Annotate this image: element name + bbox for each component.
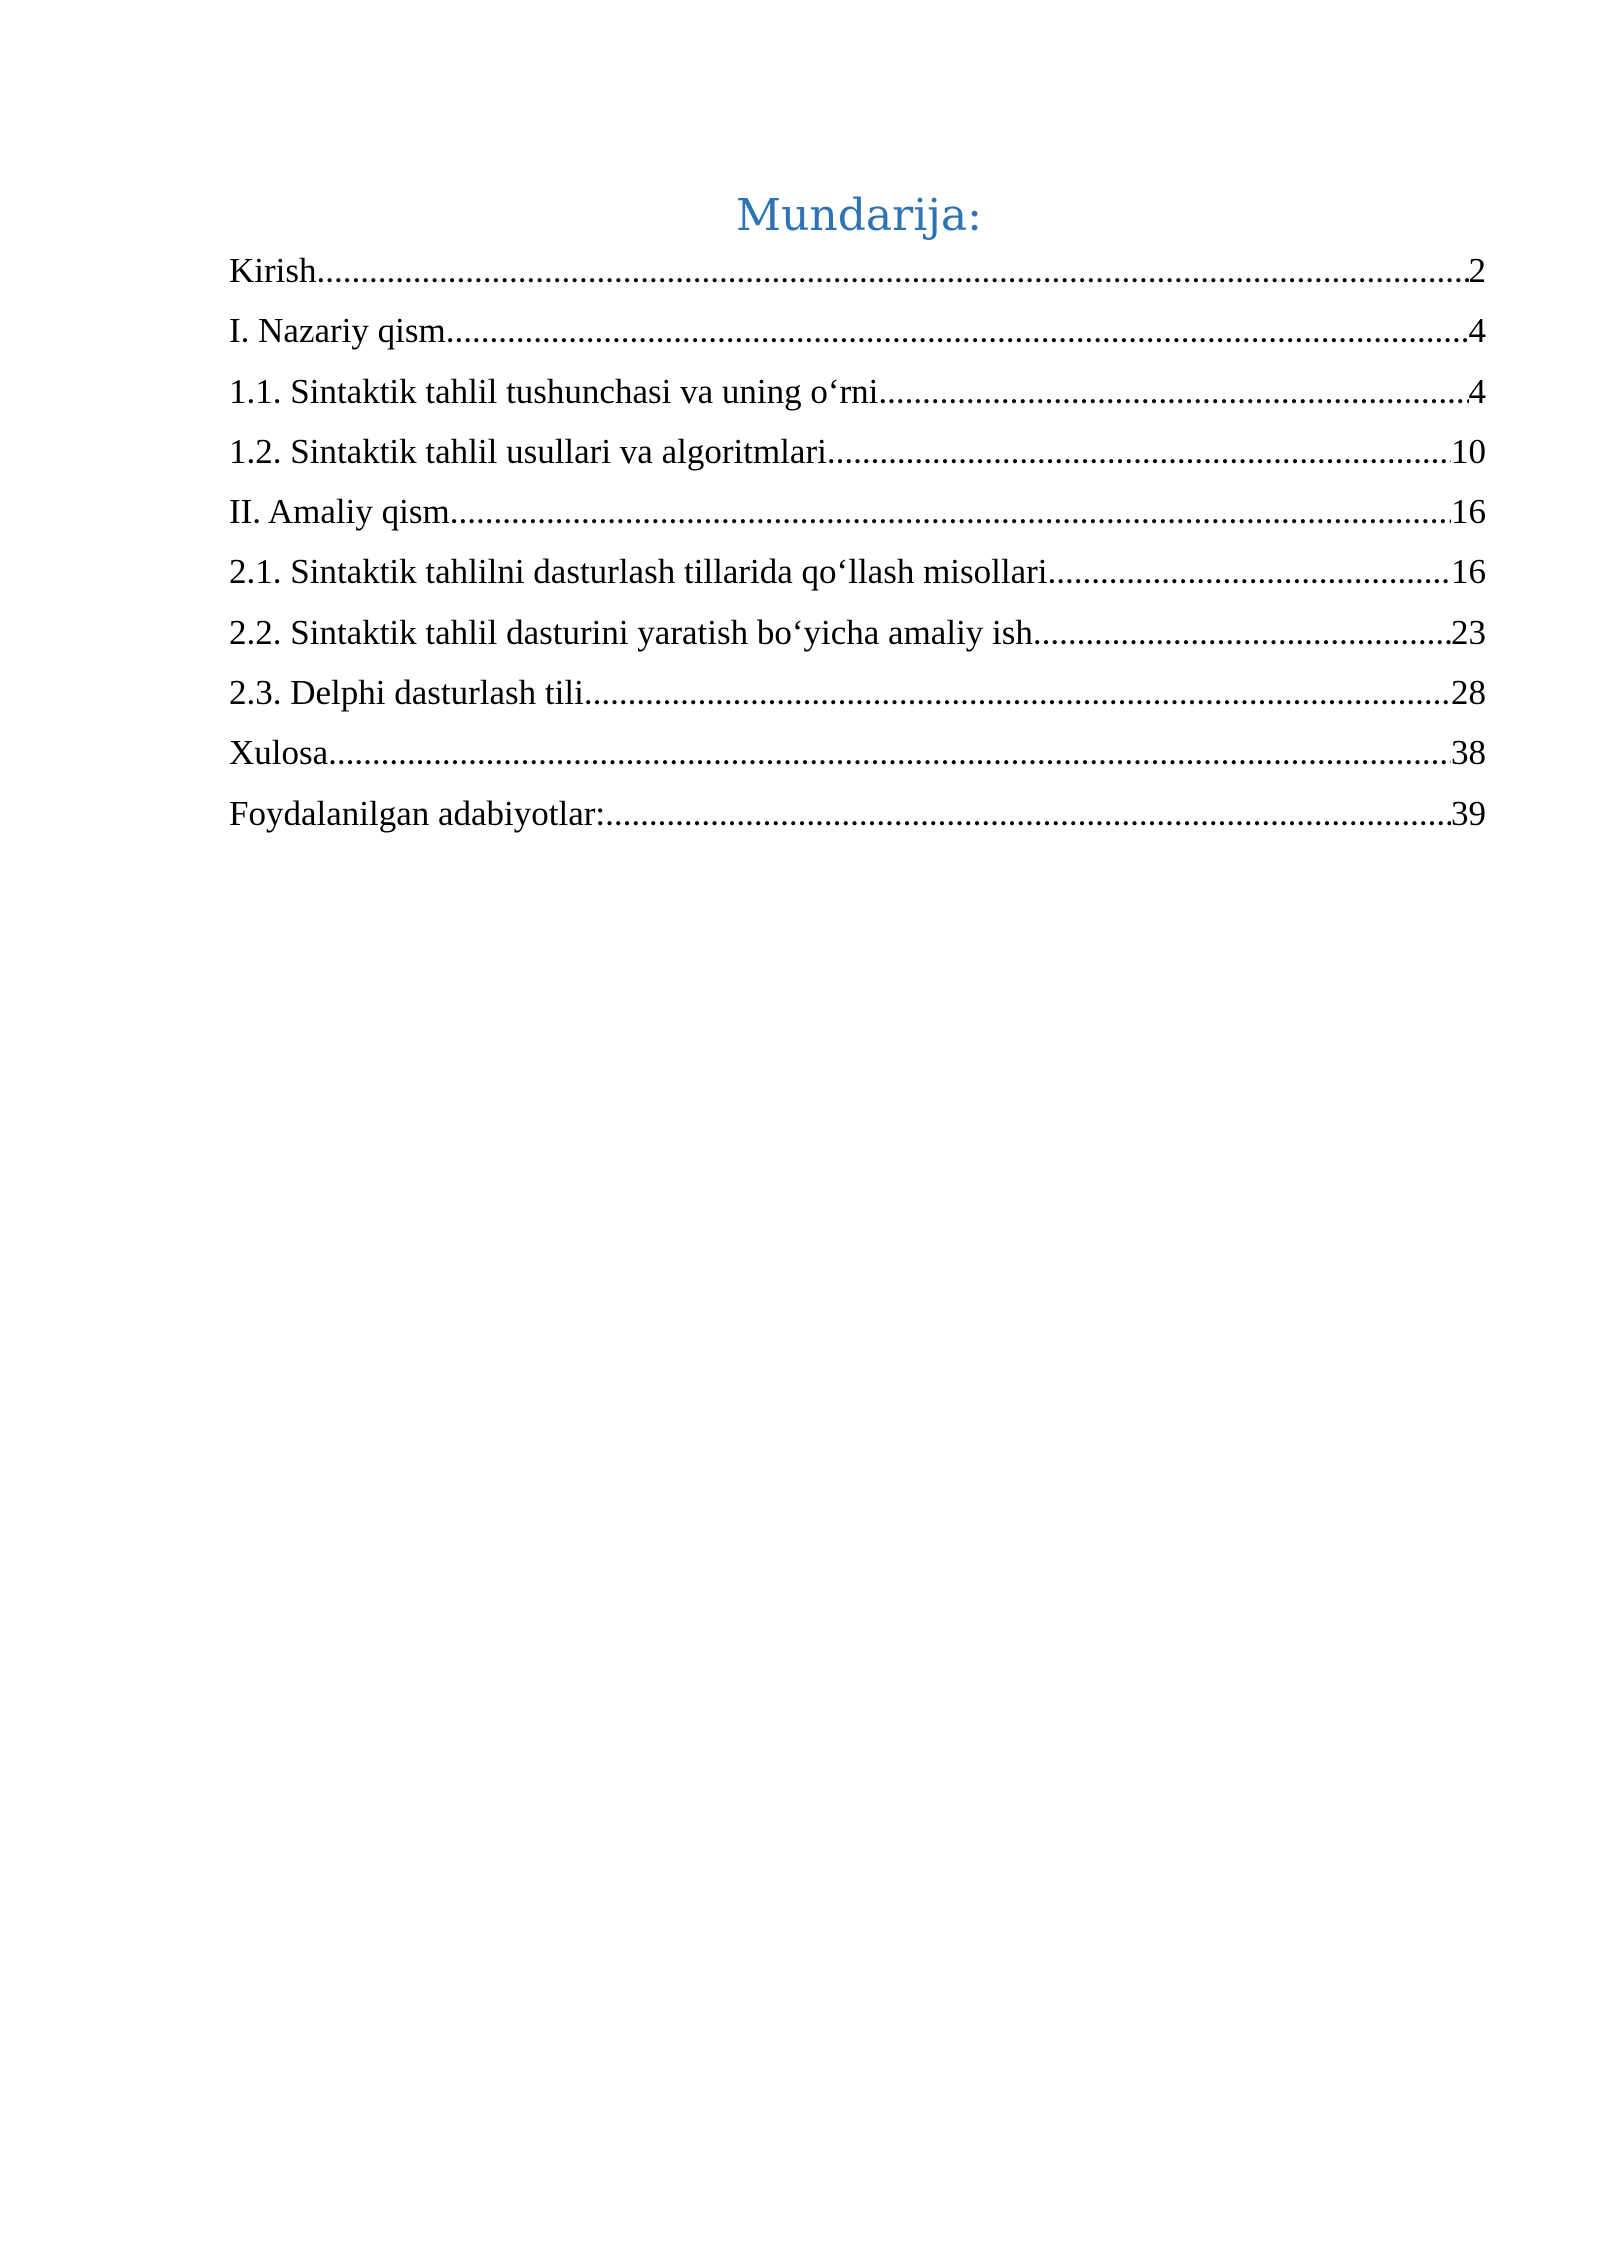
- toc-entry[interactable]: [229, 723, 1486, 783]
- toc-entry[interactable]: [229, 362, 1486, 422]
- toc-entry[interactable]: [229, 422, 1486, 482]
- toc-entry-label: I. Nazariy qism: [229, 311, 446, 351]
- toc-title: Mundarija:: [736, 190, 982, 241]
- toc-dot-leader: [450, 482, 1451, 542]
- toc-entry[interactable]: [229, 784, 1486, 844]
- toc-dot-leader: [827, 422, 1451, 482]
- toc-entry-page: 16: [1451, 492, 1486, 532]
- toc-dot-leader: [878, 362, 1468, 422]
- toc-entry-label: Foydalanilgan adabiyotlar:: [229, 793, 606, 833]
- toc-dot-leader: [317, 241, 1469, 301]
- toc-entry[interactable]: [229, 241, 1486, 301]
- toc-entry-label: 1.2. Sintaktik tahlil usullari va algoritmlari: [229, 431, 827, 471]
- toc-dot-leader: [328, 723, 1451, 783]
- toc-dot-leader: [1033, 603, 1451, 663]
- toc-dot-leader: [584, 663, 1451, 723]
- toc-entry-label: II. Amaliy qism: [229, 492, 450, 532]
- toc-entry-page: 38: [1451, 733, 1486, 773]
- toc-entry-label: 2.1. Sintaktik tahlilni dasturlash tillarida qo‘llash misollari: [229, 552, 1048, 592]
- toc-entry-page: 39: [1451, 793, 1486, 833]
- toc-entry-page: 16: [1451, 552, 1486, 592]
- toc-dot-leader: [605, 784, 1451, 844]
- toc-entry-page: 10: [1451, 431, 1486, 471]
- toc-entry-label: 2.3. Delphi dasturlash tili: [229, 673, 584, 713]
- toc-entry[interactable]: [229, 542, 1486, 602]
- toc-entry-page: 23: [1451, 612, 1486, 652]
- table-of-contents: [229, 241, 1486, 844]
- toc-dot-leader: [1048, 542, 1451, 602]
- toc-entry[interactable]: [229, 301, 1486, 361]
- toc-entry-page: 28: [1451, 673, 1486, 713]
- toc-entry-page: 4: [1468, 371, 1486, 411]
- toc-entry-label: Xulosa: [229, 733, 329, 773]
- toc-entry-label: 2.2. Sintaktik tahlil dasturini yaratish bo‘yicha amaliy ish: [229, 612, 1033, 652]
- toc-dot-leader: [446, 301, 1469, 361]
- toc-entry[interactable]: [229, 482, 1486, 542]
- toc-entry-label: Kirish: [229, 251, 317, 290]
- toc-entry-page: 4: [1468, 311, 1486, 351]
- toc-entry-label: 1.1. Sintaktik tahlil tushunchasi va uning o‘rni: [229, 371, 879, 411]
- toc-entry-page: 2: [1468, 251, 1486, 290]
- toc-entry[interactable]: [229, 603, 1486, 663]
- toc-entry[interactable]: [229, 663, 1486, 723]
